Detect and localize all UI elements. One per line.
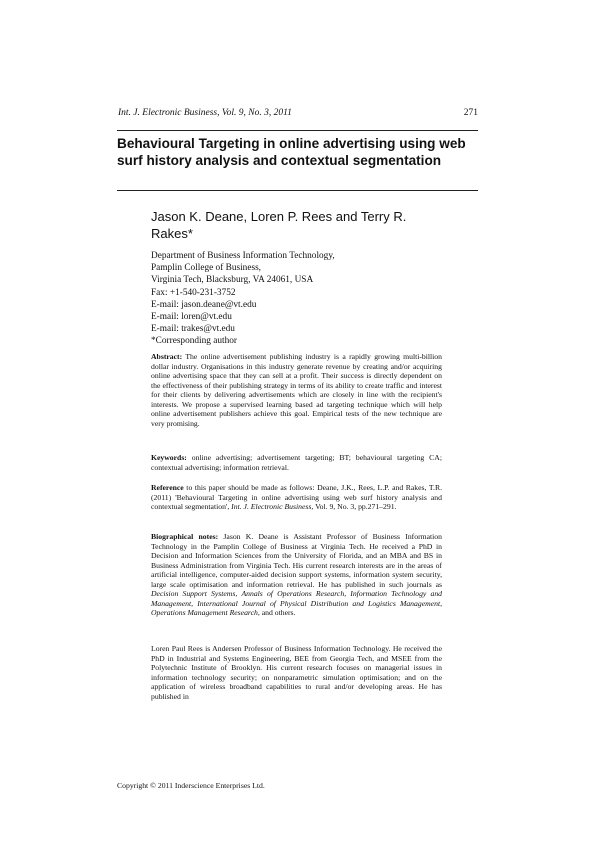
- title-rule: [117, 190, 478, 191]
- journal-name: International Journal of Physical Distribution and Logistics Management: [197, 598, 441, 608]
- affiliation-line: Department of Business Information Technology,: [151, 251, 335, 261]
- keywords-text: online advertising; advertisement targeting; BT; behavioural targeting CA; contextual advertising; information retrieval.: [151, 453, 442, 472]
- journal-name: Operations Management Research: [151, 608, 258, 618]
- fax-line: Fax: +1-540-231-3752: [151, 287, 236, 298]
- citation-reference: [151, 483, 442, 512]
- separator: ,: [191, 598, 198, 608]
- bio-deane-end: , and others.: [257, 608, 296, 618]
- corresponding-author-note: *Corresponding author: [151, 336, 237, 347]
- page-number: 271: [463, 108, 478, 118]
- top-rule: [117, 130, 478, 131]
- separator: ,: [440, 598, 442, 608]
- bio-label: Biographical notes:: [151, 532, 219, 541]
- abstract: [151, 352, 442, 428]
- affiliation-line: Pamplin College of Business,: [151, 263, 262, 274]
- email-line: E-mail: trakes@vt.edu: [151, 324, 235, 335]
- separator: ,: [235, 589, 242, 599]
- reference-journal: Int. J. Electronic Business: [231, 502, 312, 512]
- paper-title: Behavioural Targeting in online advertising using web surf history analysis and contextual segmentation: [117, 136, 466, 168]
- author-list: Jason K. Deane, Loren P. Rees and Terry R. Rakes*: [151, 209, 407, 241]
- affiliation-line: Virginia Tech, Blacksburg, VA 24061, USA: [151, 275, 314, 286]
- journal-name: Annals of Operations Research: [241, 589, 345, 599]
- abstract-text: The online advertisement publishing industry is a rapidly growing multi-billion dollar industry. Organisations in this industry generate revenue by creating and/or acquiring online advertising space that they can sell at a profit. Their success is directly dependent on the effectiveness of their publishing strategy in terms of its ability to create traffic and interest for their clients by delivering advertisements which are closely in line with the recipient's interests. We propose a supervised learning based ad targeting technique which will help online advertisement publishers achieve this goal. Empirical tests of the new technique are very promising.: [151, 352, 442, 428]
- bio-deane-text: Jason K. Deane is Assistant Professor of Business Information Technology in the Pamplin College of Business at Virginia Tech. He received a PhD in Decision and Information Sciences from the University of Florida, and an MBA and BS in Business Administration from Virginia Tech. His current research interests are in the areas of artificial intelligence, computer-aided decision support systems, information system security, large scale optimisation and information retrieval. He has published in such journals as: [151, 532, 442, 589]
- reference-volume: , Vol. 9, No. 3, pp.271–291.: [311, 502, 397, 512]
- email-line: E-mail: loren@vt.edu: [151, 312, 232, 323]
- separator: ,: [344, 589, 351, 599]
- copyright-notice: Copyright © 2011 Inderscience Enterprises Ltd.: [117, 781, 265, 790]
- keywords-label: Keywords:: [151, 453, 187, 462]
- email-line: E-mail: jason.deane@vt.edu: [151, 299, 257, 310]
- reference-label: Reference: [151, 483, 184, 492]
- keywords: [151, 453, 442, 472]
- biographical-notes: [151, 532, 442, 618]
- reference-text: to this paper should be made as follows: Deane, J.K., Rees, L.P. and Rakes, T.R. (2011) 'Behavioural Targeting in online advertising using web surf history analysis and contextual segmentation',: [151, 483, 442, 512]
- journal-name: Decision Support Systems: [151, 589, 236, 599]
- bio-rees-paragraph: Loren Paul Rees is Andersen Professor of Business Information Technology. He received the PhD in Industrial and Systems Engineering, BEE from Georgia Tech, and MSEE from the Polytechnic Institute of Brooklyn. His current research focuses on managerial issues in information technology security; on nonparametric simulation optimisation; and on the application of wireless broadband capabilities to rural and/or developing areas. He has published in: [151, 644, 442, 701]
- affiliation-block: [151, 250, 471, 348]
- running-header-journal: Int. J. Electronic Business, Vol. 9, No. 3, 2011: [118, 108, 292, 118]
- abstract-label: Abstract:: [151, 352, 183, 361]
- journal-name: Information Technology and Management: [151, 589, 443, 608]
